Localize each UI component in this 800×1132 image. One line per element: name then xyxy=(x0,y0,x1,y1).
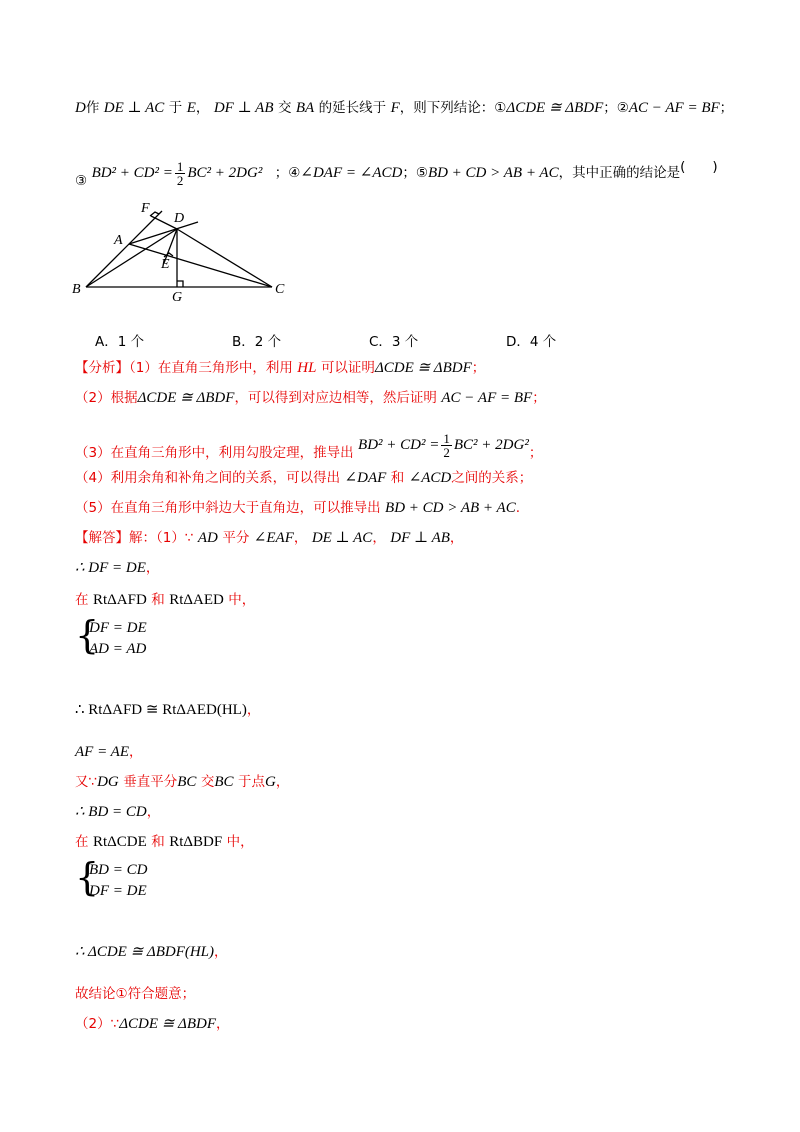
text: 又∵ xyxy=(75,774,98,790)
math: BC xyxy=(177,774,197,790)
text: （5）在直角三角形中斜边大于直角边，可以推导出 xyxy=(75,500,381,516)
text: 中， xyxy=(228,592,256,608)
analysis-line-4 xyxy=(75,468,532,488)
text: ； xyxy=(719,100,734,116)
text: （1）在直角三角形中，利用 xyxy=(129,360,293,376)
text: ③ xyxy=(75,173,88,189)
analysis-line-1 xyxy=(75,358,485,378)
solution-step-10 xyxy=(75,1014,230,1034)
math: ΔCDE ≅ ΔBDF xyxy=(137,390,235,406)
equation-system-2 xyxy=(75,855,148,902)
math: ∠EAF xyxy=(253,530,294,546)
system-row: DF = DE xyxy=(89,620,147,636)
text: ， xyxy=(246,702,261,718)
math: RtΔBDF xyxy=(169,834,223,850)
text: ， xyxy=(129,744,143,760)
brace-system xyxy=(75,855,148,902)
text: 于点 xyxy=(237,774,265,790)
text: （3）在直角三角形中，利用勾股定理，推导出 xyxy=(75,445,354,461)
solution-step-7 xyxy=(75,832,254,852)
equation-system-1 xyxy=(75,613,147,660)
math: AC − AF = BF xyxy=(628,100,720,116)
analysis-line-2 xyxy=(75,388,546,408)
label-B: B xyxy=(72,282,81,297)
geometry-figure xyxy=(70,195,300,305)
fraction-numerator: 1 xyxy=(176,158,184,174)
math: ∴ BD = CD xyxy=(75,804,147,820)
solution-header: 【解答】 xyxy=(75,530,129,546)
math: HL xyxy=(297,360,317,376)
label-F: F xyxy=(141,201,150,216)
solution-step-8 xyxy=(75,942,228,962)
text: ，可以得到对应边相等，然后证明 xyxy=(234,390,437,406)
math: DF ⊥ AB xyxy=(213,100,274,116)
fraction xyxy=(175,160,186,187)
math: DE ⊥ AC xyxy=(311,530,373,546)
fraction-numerator: 1 xyxy=(443,430,450,446)
text: 交 xyxy=(200,774,215,790)
math: ∴ ΔCDE ≅ ΔBDF(HL) xyxy=(75,944,215,960)
text: ，则下列结论：① xyxy=(399,100,507,116)
math: BD + CD > AB + AC xyxy=(427,165,559,181)
label-A: A xyxy=(114,233,123,248)
text: 解：（1）∵ xyxy=(129,530,194,546)
text: 之间的关系； xyxy=(451,470,533,486)
math: ΔCDE ≅ ΔBDF xyxy=(119,1016,217,1032)
text: 交 xyxy=(277,100,292,116)
text: ， xyxy=(275,774,290,790)
solution-step-4 xyxy=(75,742,143,762)
text: 和 xyxy=(151,592,165,608)
fraction-denominator: 2 xyxy=(176,172,184,188)
math: BC² + 2DG² xyxy=(453,437,529,453)
math: ∠DAF = ∠ACD xyxy=(300,165,403,181)
text: ；⑤ xyxy=(402,165,428,181)
text: （4）利用余角和补角之间的关系，可以得出 xyxy=(75,470,341,486)
text: ， xyxy=(146,804,161,820)
fraction xyxy=(441,432,452,459)
text: （2）∵ xyxy=(75,1016,120,1032)
text: 中， xyxy=(226,834,254,850)
analysis-header: 【分析】 xyxy=(75,360,129,376)
choice-b: B．2 个 xyxy=(232,334,282,350)
brace-system xyxy=(75,613,147,660)
answer-blank: ( ) xyxy=(680,159,718,175)
text: ， xyxy=(293,530,308,546)
text: （2）根据 xyxy=(75,390,138,406)
text: ， xyxy=(195,100,210,116)
text: ；② xyxy=(603,100,629,116)
math: DE ⊥ AC xyxy=(103,100,165,116)
math: DG xyxy=(97,774,119,790)
label-D: D xyxy=(174,211,185,226)
text: 平分 xyxy=(222,530,250,546)
text: . xyxy=(515,500,520,516)
system-row: AD = AD xyxy=(89,641,147,657)
math: ΔCDE ≅ ΔBDF xyxy=(374,360,472,376)
math: BD² + CD² = xyxy=(358,437,440,453)
system-row: BD = CD xyxy=(89,862,148,878)
text: 和 xyxy=(151,834,165,850)
label-C: C xyxy=(275,282,285,297)
math: BC xyxy=(214,774,234,790)
problem-line-1 xyxy=(75,98,733,118)
text: ，其中正确的结论是 xyxy=(558,165,681,181)
math: BC² + 2DG² xyxy=(187,165,263,181)
text: 于 xyxy=(168,100,183,116)
math: BD² + CD² = xyxy=(91,165,173,181)
analysis-line-3 xyxy=(75,428,542,470)
text: ；④ xyxy=(274,165,301,181)
analysis-line-5 xyxy=(75,498,520,518)
math: ∴ RtΔAFD ≅ RtΔAED(HL) xyxy=(75,702,247,718)
math: RtΔAED xyxy=(169,592,224,608)
text: 在 xyxy=(75,834,89,850)
math: ∠ACD xyxy=(408,470,452,486)
math: BA xyxy=(295,100,315,116)
math: BD + CD > AB + AC xyxy=(385,500,516,516)
solution-step-9 xyxy=(75,984,195,1004)
math: RtΔAFD xyxy=(92,592,147,608)
math: G xyxy=(264,774,276,790)
left-brace: { xyxy=(75,613,100,657)
system-row: DF = DE xyxy=(89,883,147,899)
math: AC − AF = BF xyxy=(441,390,533,406)
math: ΔCDE ≅ ΔBDF xyxy=(506,100,604,116)
math: D xyxy=(75,100,86,116)
text: ， xyxy=(449,530,464,546)
math: F xyxy=(390,100,400,116)
solution-step-1 xyxy=(75,558,159,578)
text: ， xyxy=(216,1016,230,1032)
math: RtΔCDE xyxy=(92,834,147,850)
left-brace: { xyxy=(75,855,100,899)
label-E: E xyxy=(161,257,170,272)
text: 垂直平分 xyxy=(123,774,178,790)
text: ， xyxy=(214,944,228,960)
math: ∠DAF xyxy=(344,470,387,486)
choice-d: D．4 个 xyxy=(506,334,557,350)
text: ， xyxy=(372,530,386,546)
text: ； xyxy=(532,390,546,406)
problem-line-2 xyxy=(75,150,718,198)
choice-c: C．3 个 xyxy=(369,334,419,350)
text: 的延长线于 xyxy=(318,100,387,116)
solution-step-3 xyxy=(75,700,260,720)
math: AF = AE xyxy=(75,744,130,760)
text: ； xyxy=(528,445,543,461)
choice-a: A．1 个 xyxy=(95,334,145,350)
math: ∴ DF = DE xyxy=(75,560,146,576)
solution-step-5 xyxy=(75,772,289,792)
text: ， xyxy=(145,560,160,576)
solution-header-line xyxy=(75,528,463,548)
text: 故结论①符合题意； xyxy=(75,986,196,1002)
math: DF ⊥ AB xyxy=(390,530,450,546)
math: E xyxy=(186,100,196,116)
math: AD xyxy=(197,530,218,546)
text: 和 xyxy=(390,470,405,486)
solution-step-6 xyxy=(75,802,160,822)
label-G: G xyxy=(172,290,183,305)
fraction-denominator: 2 xyxy=(443,444,450,460)
text: 可以证明 xyxy=(320,360,375,376)
text: 在 xyxy=(75,592,89,608)
text: 作 xyxy=(85,100,100,116)
text: ； xyxy=(471,360,486,376)
solution-step-2 xyxy=(75,590,255,610)
